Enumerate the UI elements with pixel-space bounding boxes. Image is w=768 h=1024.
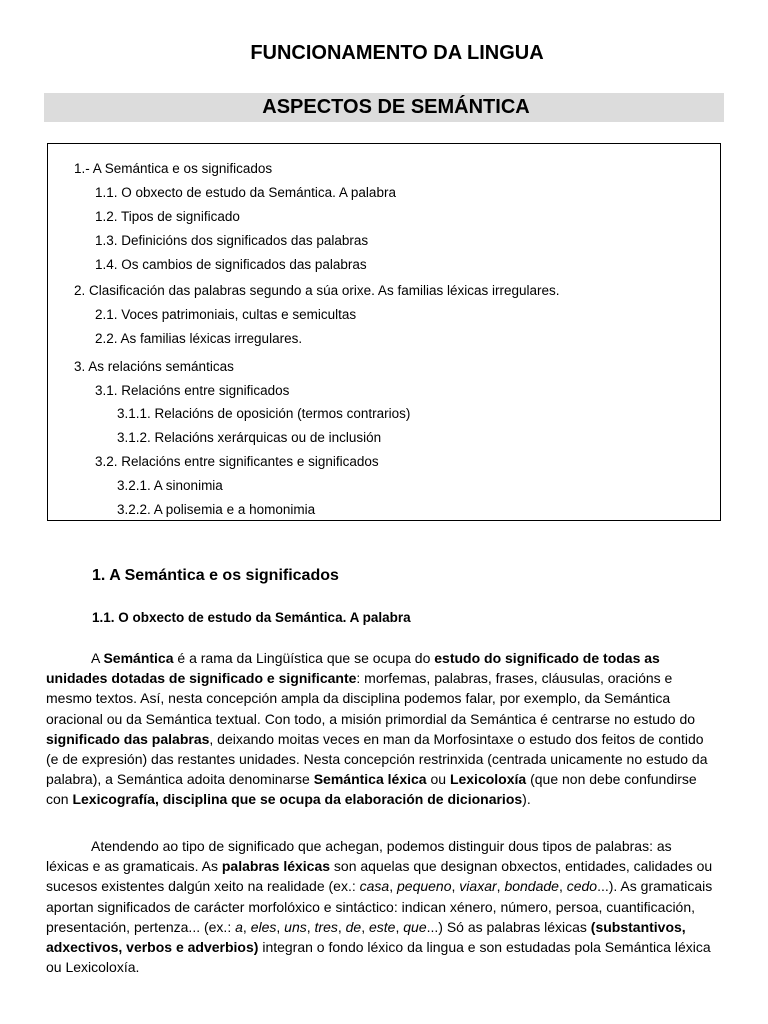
text-run: , <box>242 918 251 935</box>
bold-text-run: palabras léxicas <box>221 858 331 875</box>
italic-text-run: bondade <box>504 878 559 895</box>
toc-item: 1.3. Definicións dos significados das palabras <box>95 233 369 248</box>
text-run: ...). As gramaticais aportan significados de carácter morfolóxico e sintáctico: indican xénero, número, persoa, cuantificación, presentación, pertenza... (ex.: <box>46 878 713 935</box>
section-heading: 1. A Semántica e os significados <box>92 567 339 584</box>
bold-text-run: (substantivos, adxectivos, verbos e adverbios) <box>46 918 686 956</box>
toc-item: 3. As relacións semánticas <box>74 359 234 374</box>
text-run: ). <box>522 791 531 808</box>
italic-text-run: tres <box>314 918 338 935</box>
toc-item: 3.2. Relacións entre significantes e significados <box>95 454 379 469</box>
toc-item: 1.2. Tipos de significado <box>95 209 240 224</box>
italic-text-run: cedo <box>566 878 598 895</box>
document-title: FUNCIONAMENTO DA LINGUA <box>250 42 544 64</box>
toc-item: 2. Clasificación das palabras segundo a súa orixe. As familias léxicas irregulares. <box>74 283 560 298</box>
italic-text-run: pequeno <box>397 878 452 895</box>
text-run: , <box>361 918 369 935</box>
toc-item: 3.2.1. A sinonimia <box>117 478 223 493</box>
body-paragraph <box>46 648 718 810</box>
text-run: , <box>558 878 567 895</box>
toc-item: 1.1. O obxecto de estudo da Semántica. A palabra <box>95 185 396 200</box>
italic-text-run: viaxar <box>459 878 497 895</box>
italic-text-run: casa <box>359 878 390 895</box>
toc-item: 3.1. Relacións entre significados <box>95 383 290 398</box>
text-run: , <box>276 918 285 935</box>
text-run: ou <box>426 771 450 788</box>
text-run: , <box>451 878 460 895</box>
text-run: : morfemas, palabras, frases, cláusulas, oracións e mesmo textos. Así, nesta concepción ampla da disciplina podemos falar, por exemplo, da Semántica oracional ou da Semántica textual. Con todo, a misión primordial da Semántica é centrarse no estudo do <box>46 670 696 727</box>
text-run: (que non debe confundirse con <box>46 771 697 808</box>
italic-text-run: que <box>403 918 427 935</box>
bold-text-run: Semántica léxica <box>313 771 427 788</box>
document-subtitle: ASPECTOS DE SEMÁNTICA <box>262 96 530 118</box>
text-run: integran o fondo léxico da lingua e son estudadas pola Semántica léxica ou Lexicoloxía. <box>46 939 711 976</box>
bold-text-run: Semántica <box>103 650 174 666</box>
text-run: , <box>337 918 346 935</box>
italic-text-run: eles <box>250 918 277 935</box>
subtitle-band <box>44 93 724 122</box>
bold-text-run: estudo do significado de todas as unidades dotadas de significado e significante <box>46 650 660 687</box>
bold-text-run: Lexicoloxía <box>449 771 527 788</box>
text-run: , <box>306 918 315 935</box>
text-run: , deixando moitas veces en man da Morfosintaxe o estudo dos feitos de contido (e de expresión) das restantes unidades. Nesta concepción restrinxida (centrada unicamente no estudo da palabra), a Semántica adoita denominarse <box>46 730 708 788</box>
text-run: son aquelas que designan obxectos, entidades, calidades ou sucesos existentes dalgún xeito na realidade (ex.: <box>46 858 713 895</box>
italic-text-run: este <box>369 918 396 935</box>
toc-item: 3.1.1. Relacións de oposición (termos contrarios) <box>117 406 411 421</box>
text-run: A <box>91 650 104 666</box>
toc-item: 1.4. Os cambios de significados das palabras <box>95 257 367 272</box>
bold-text-run: significado das palabras <box>46 730 210 747</box>
text-run: ...) Só as palabras léxicas <box>426 918 591 935</box>
toc-item: 3.2.2. A polisemia e a homonimia <box>117 502 316 517</box>
text-run: , <box>496 878 505 895</box>
italic-text-run: de <box>345 918 362 935</box>
subsection-heading: 1.1. O obxecto de estudo da Semántica. A palabra <box>92 610 411 625</box>
body-paragraph <box>46 836 718 977</box>
text-run: , <box>389 878 397 895</box>
toc-item: 1.- A Semántica e os significados <box>74 161 273 176</box>
toc-item: 3.1.2. Relacións xerárquicas ou de inclusión <box>117 430 382 445</box>
text-run: é a rama da Lingüística que se ocupa do <box>173 650 435 666</box>
text-run: , <box>395 918 404 935</box>
table-of-contents <box>47 143 721 521</box>
toc-item: 2.1. Voces patrimoniais, cultas e semicultas <box>95 307 357 322</box>
italic-text-run: a <box>235 918 243 935</box>
bold-text-run: Lexicografía, disciplina que se ocupa da elaboración de dicionarios <box>72 791 523 808</box>
text-run: Atendendo ao tipo de significado que achegan, podemos distinguir dous tipos de palabras: as léxicas e as gramaticais. As <box>46 838 672 875</box>
toc-item: 2.2. As familias léxicas irregulares. <box>95 331 303 346</box>
italic-text-run: uns <box>284 918 307 935</box>
